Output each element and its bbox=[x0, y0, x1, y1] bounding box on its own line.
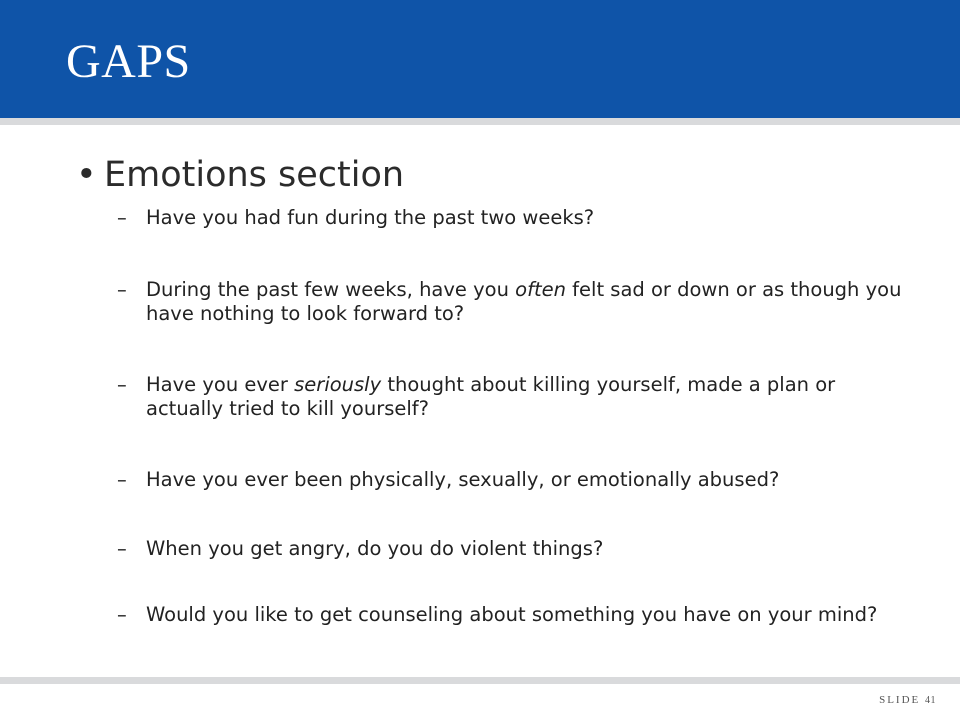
bullet-item bbox=[76, 154, 404, 196]
slide-number bbox=[879, 694, 936, 706]
sub-item bbox=[117, 468, 917, 492]
dash-icon: – bbox=[117, 603, 127, 626]
dash-icon: – bbox=[117, 206, 127, 229]
sub-item-text: When you get angry, do you do violent things? bbox=[146, 537, 604, 560]
sub-item-text: During the past few weeks, have you often felt sad or down or as though you have nothing to look forward to? bbox=[146, 278, 902, 325]
footer-divider bbox=[0, 677, 960, 684]
bullet-dot-icon: • bbox=[76, 155, 97, 195]
dash-icon: – bbox=[117, 278, 127, 301]
sub-item-text: Have you ever seriously thought about killing yourself, made a plan or actually tried to kill yourself? bbox=[146, 373, 836, 420]
sub-item-text: Would you like to get counseling about something you have on your mind? bbox=[146, 603, 878, 626]
sub-item-text: Have you ever been physically, sexually, or emotionally abused? bbox=[146, 468, 780, 491]
bullet-text: Emotions section bbox=[104, 155, 405, 195]
dash-icon: – bbox=[117, 537, 127, 560]
slide-label: SLIDE bbox=[879, 694, 921, 706]
sub-item bbox=[117, 206, 917, 230]
sub-item bbox=[117, 537, 917, 561]
dash-icon: – bbox=[117, 468, 127, 491]
slide-number-value: 41 bbox=[925, 695, 936, 706]
dash-icon: – bbox=[117, 373, 127, 396]
sub-item bbox=[117, 603, 917, 627]
header-divider bbox=[0, 118, 960, 125]
sub-item bbox=[117, 373, 917, 421]
slide-title: GAPS bbox=[66, 35, 191, 88]
sub-item-text: Have you had fun during the past two weeks? bbox=[146, 206, 595, 229]
sub-item bbox=[117, 278, 917, 326]
